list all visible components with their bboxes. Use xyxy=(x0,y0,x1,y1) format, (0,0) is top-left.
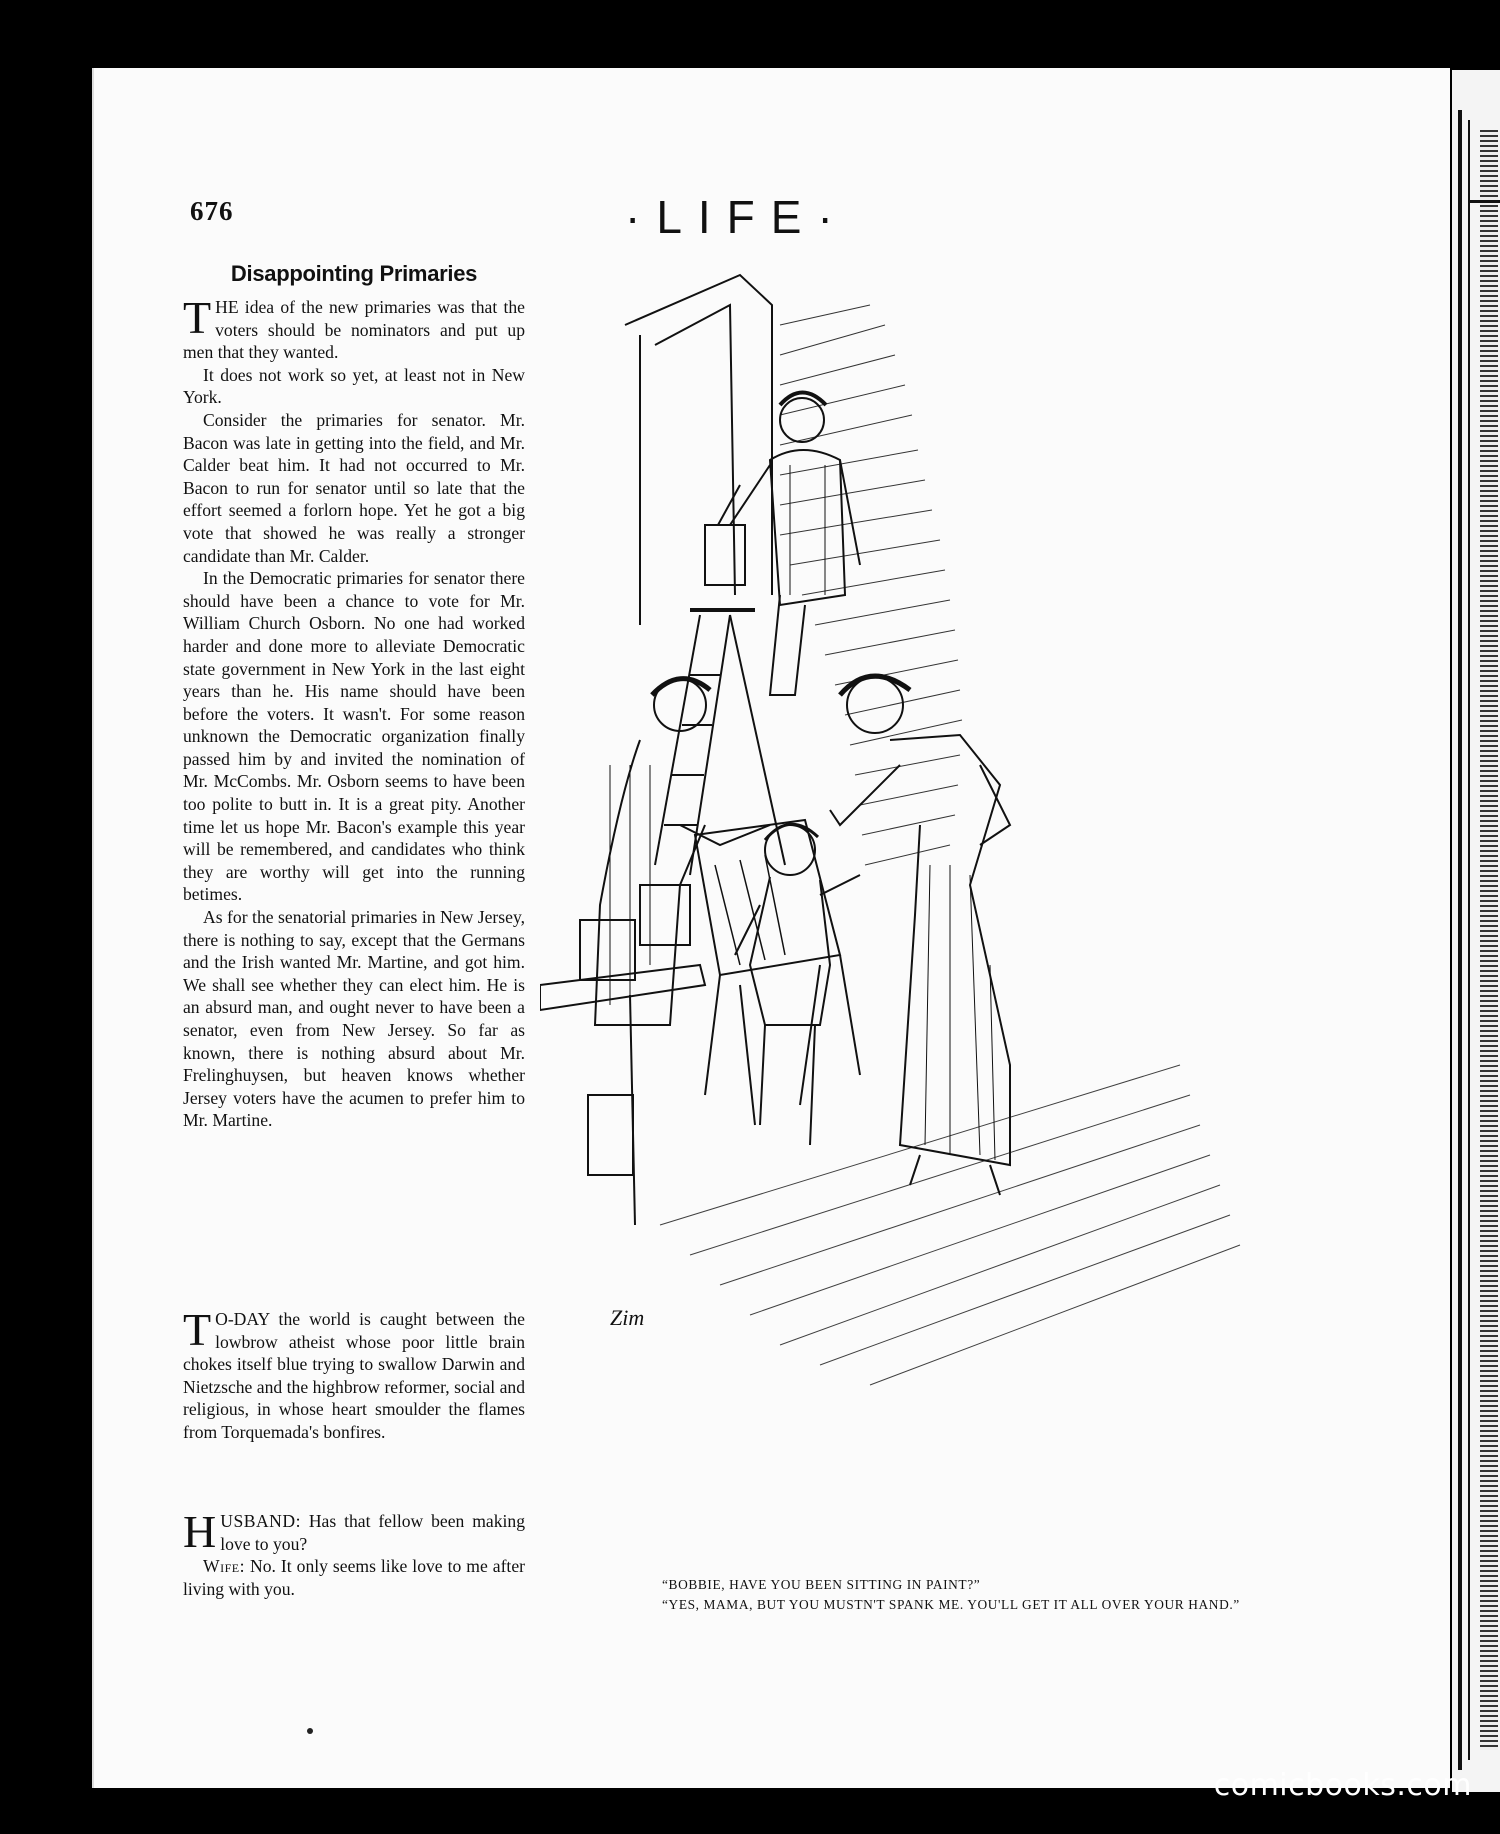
watermark-text: comicbooks.com xyxy=(1213,1768,1472,1803)
joke-line xyxy=(183,1506,525,1557)
painter-left xyxy=(595,679,770,1025)
speaker-label: USBAND: xyxy=(220,1511,301,1531)
artist-signature: Zim xyxy=(610,1305,645,1330)
article-paragraph: Consider the primaries for senator. Mr. Bacon was late in getting into the field, and Mr. Calder beat him. It had not occurred to Mr. Bacon to run for senator until so late that the effort seemed a forlorn hope. Yet he got a big vote that showed he was really a stronger candidate than Mr. Calder. xyxy=(183,409,525,566)
drop-cap: T xyxy=(183,292,212,343)
caption-line: “BOBBIE, HAVE YOU BEEN SITTING IN PAINT?” xyxy=(662,1577,981,1592)
article-paragraph: It does not work so yet, at least not in New York. xyxy=(183,364,525,408)
chair xyxy=(695,820,860,1125)
article-paragraph xyxy=(183,1304,525,1444)
article-paragraph: In the Democratic primaries for senator there should have been a chance to vote for Mr. William Church Osborn. No one had worked harder and done more to alleviate Democratic state government in New York in the last eight years than he. His name should have been before the voters. It wasn't. For some reason unknown the Democratic organization finally passed him by and invited the nomination of Mr. McCombs. Mr. Osborn seems to have been too polite to butt in. It is a great pity. Another time let us hope Mr. Bacon's example this year will be remembered, and candidates who think they are worthy will get into the running betimes. xyxy=(183,568,525,905)
husband-joke xyxy=(183,1506,525,1600)
page-number: 676 xyxy=(190,196,234,226)
drop-cap: T xyxy=(183,1304,212,1355)
child xyxy=(735,824,860,1145)
article-paragraph: As for the senatorial primaries in New Jersey, there is nothing to say, except that the Germans and the Irish wanted Mr. Martine, and got him. We shall see whether they can elect him. He is an absurd man, and ought never to have been a senator, even from New Jersey. So far as known, there is nothing absurd about Mr. Frelinghuysen, but heaven knows whether Jersey voters have the acumen to prefer him to Mr. Martine. xyxy=(183,907,525,1131)
cartoon-illustration xyxy=(540,265,1365,1540)
caption-line: “YES, MAMA, BUT YOU MUSTN'T SPANK ME. YOU'LL GET IT ALL OVER YOUR HAND.” xyxy=(662,1597,1240,1612)
cartoon-caption xyxy=(652,1575,1292,1615)
painter-on-ladder xyxy=(705,393,860,696)
stepladder xyxy=(655,610,785,875)
border-pattern xyxy=(1480,130,1498,1750)
paragraph-text: HE idea of the new primaries was that the voters should be nominators and put up men that they wanted. xyxy=(183,297,525,363)
adjacent-page-edge xyxy=(1452,70,1500,1792)
joke-text: No. It only seems like love to me after living with you. xyxy=(183,1556,525,1599)
paragraph-text: O-DAY the world is caught between the lowbrow atheist whose poor little brain chokes itself blue trying to swallow Darwin and Nietzsche and the highbrow reformer, social and religious, in whose heart smoulder the flames from Torquemada's bonfires. xyxy=(183,1309,525,1442)
speaker-label: Wife: xyxy=(203,1556,245,1577)
border-rule xyxy=(1458,110,1462,1770)
joke-text: Has that fellow been making love to you? xyxy=(220,1511,525,1554)
page-mark xyxy=(307,1728,313,1734)
today-paragraph xyxy=(183,1304,525,1444)
door-frame xyxy=(625,275,772,595)
table xyxy=(540,920,705,1225)
mother xyxy=(830,676,1010,1195)
article-body xyxy=(183,292,525,1132)
border-rule xyxy=(1468,120,1470,1760)
article-paragraph xyxy=(183,292,525,364)
wall-shading xyxy=(780,305,962,865)
article-title: Disappointing Primaries xyxy=(230,261,478,286)
drop-cap: H xyxy=(183,1506,217,1557)
masthead-title: ·LIFE· xyxy=(625,191,849,243)
joke-line xyxy=(183,1555,525,1600)
page-header xyxy=(0,190,1500,250)
